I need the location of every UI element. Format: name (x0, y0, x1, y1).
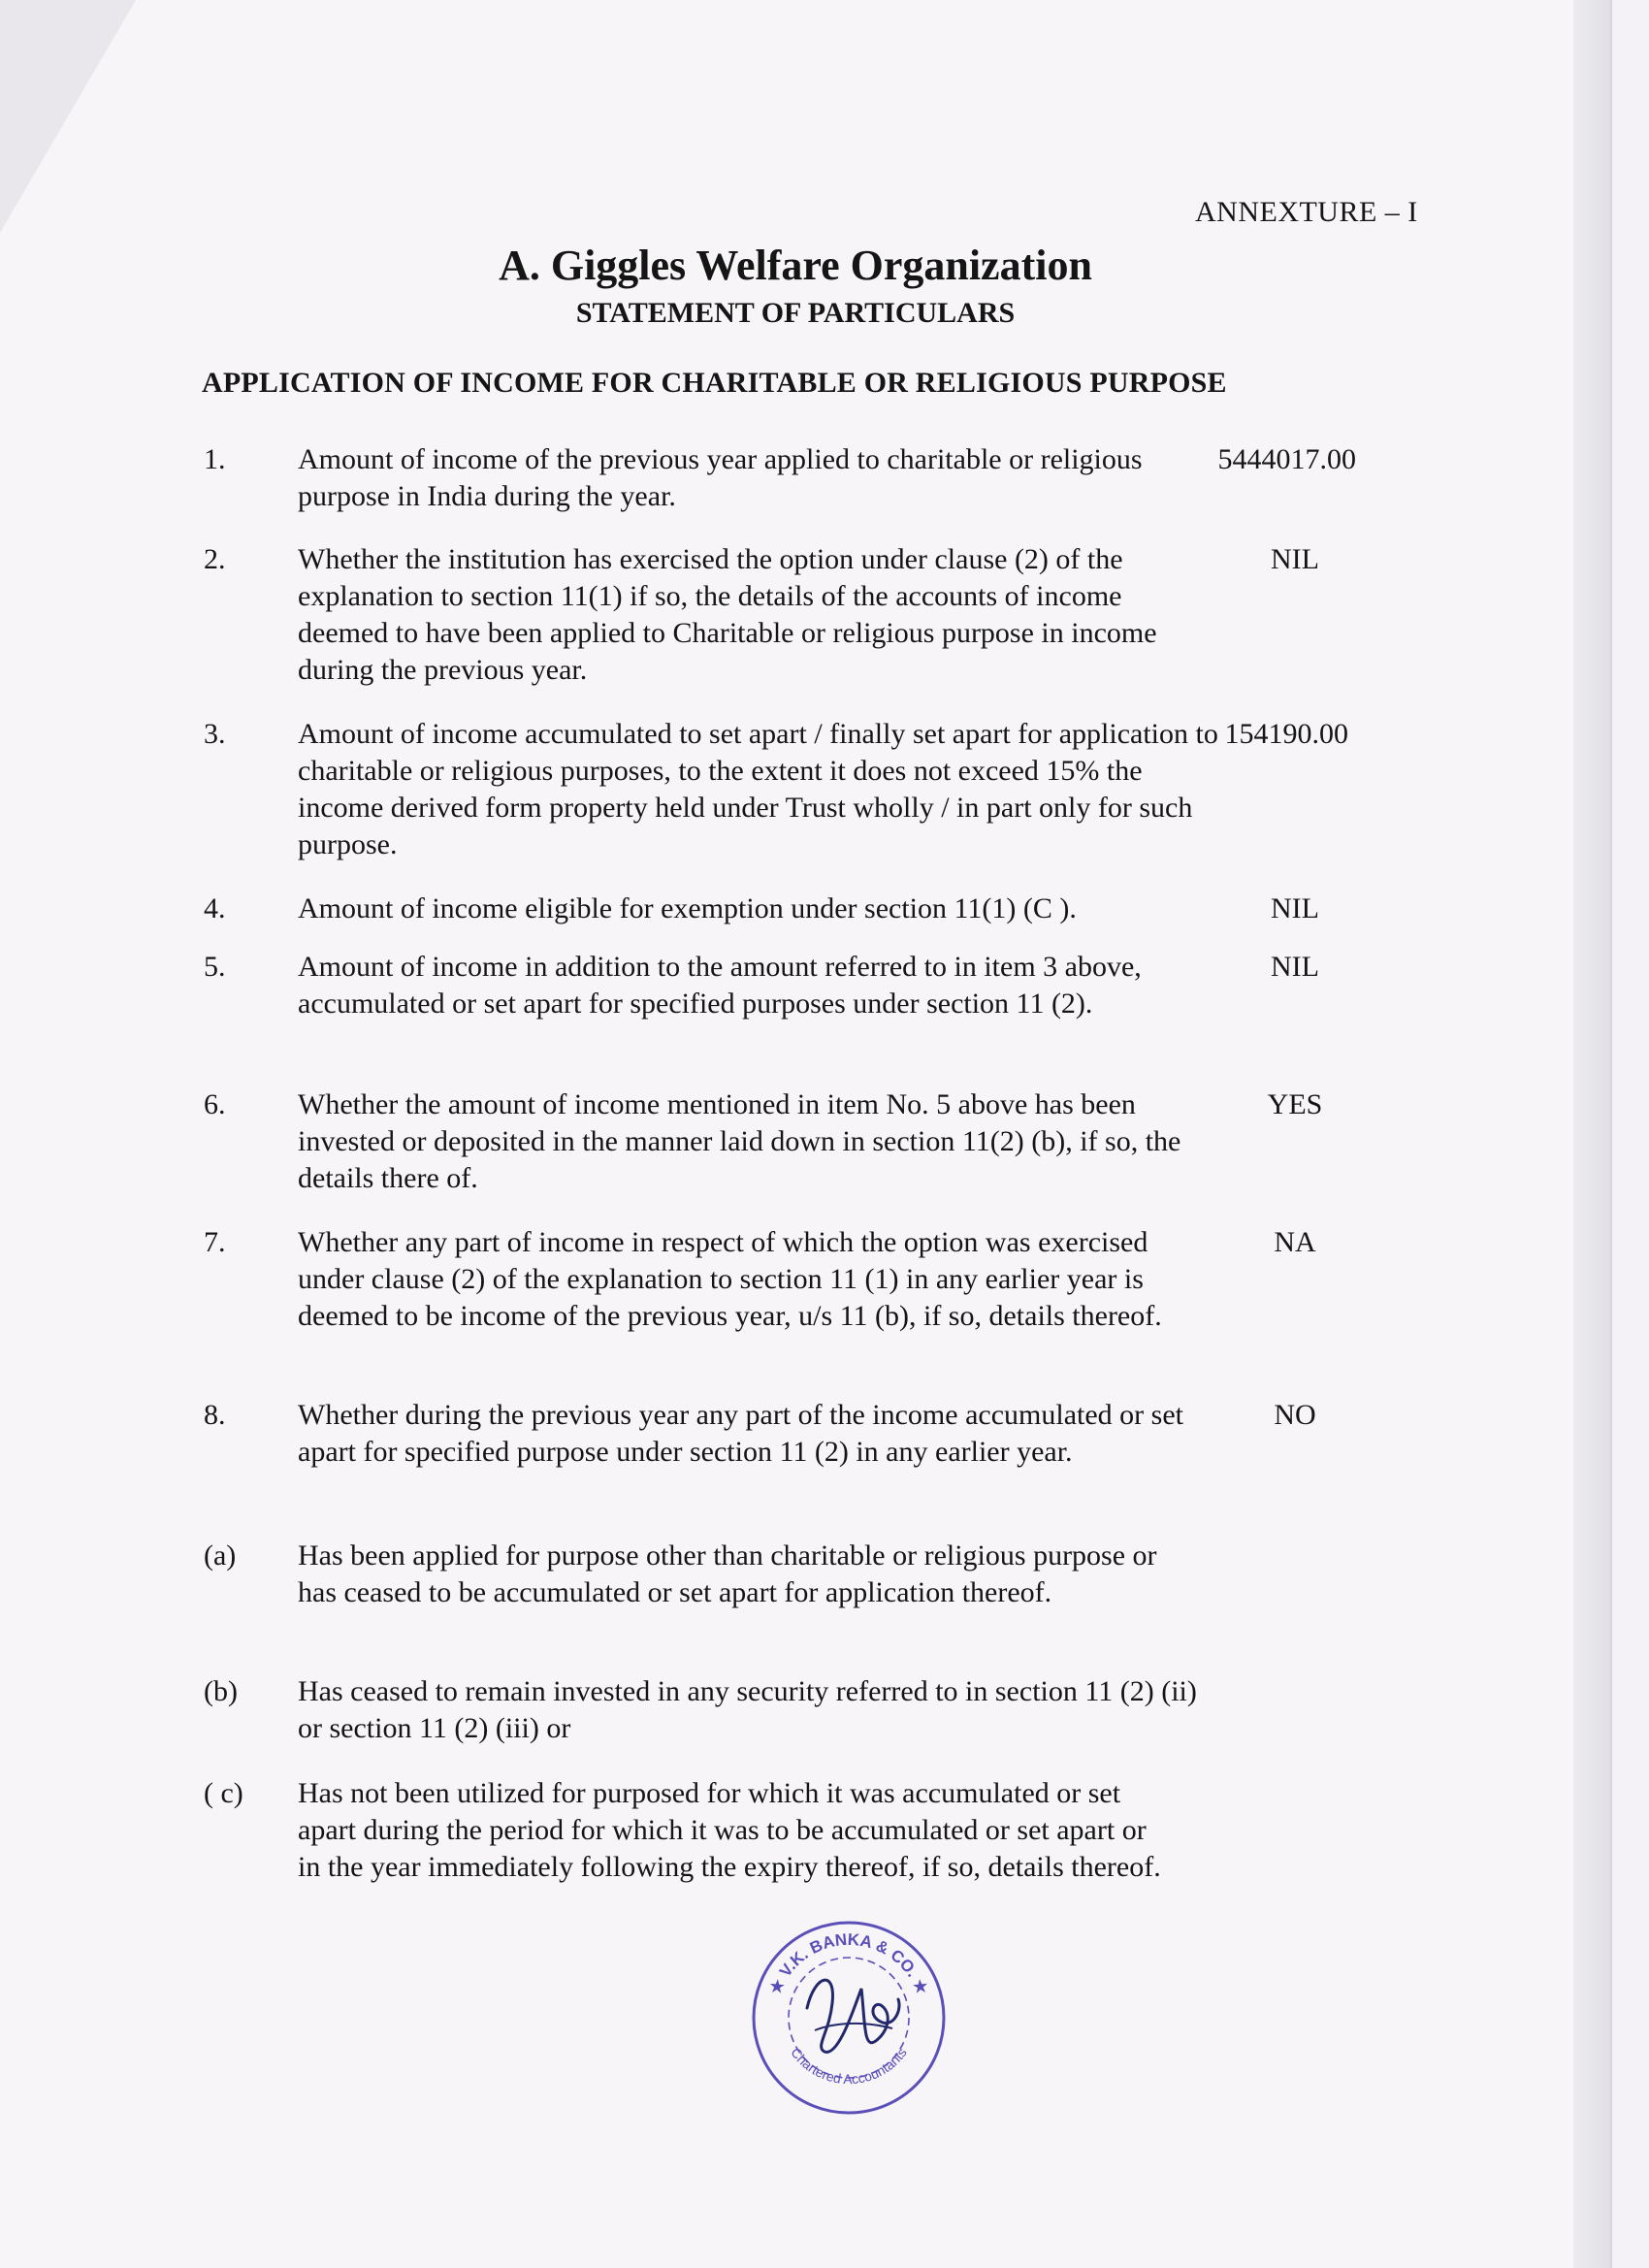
item-number: (b) (204, 1675, 238, 1707)
item-text: Whether the amount of income mentioned in item No. 5 above has been invested or deposited in the manner laid down in section 11(2) (b), if so, the details there of. (298, 1088, 1181, 1194)
item-text: Amount of income accumulated to set apart / finally set apart for application to charitable or religious purposes, to the extent it does not exceed 15% the income derived form property held under Trust wholly / in part only for such purpose. (298, 718, 1218, 860)
stamp-bottom-lettering: Chartered Accountants (788, 2044, 910, 2088)
item-number: 7. (204, 1226, 226, 1258)
statement-title-text: STATEMENT OF PARTICULARS (575, 297, 1016, 329)
item-value: NIL (1271, 951, 1319, 983)
item-text: Whether the institution has exercised the option under clause (2) of the explanation to section 11(1) if so, the details of the accounts of income deemed to have been applied to Charitable or religious purpose in income during the previous year. (298, 543, 1157, 686)
item-value: 154190.00 (1224, 718, 1348, 750)
item-value: NO (1274, 1399, 1316, 1431)
item-number: 6. (204, 1088, 226, 1120)
organization-name: A. Giggles Welfare Organization (499, 242, 1092, 289)
auditor-stamp (747, 1916, 951, 2120)
item-value: NIL (1271, 543, 1319, 575)
item-text: Whether any part of income in respect of which the option was exercised under clause (2) of the explanation to section 11 (1) in any earlier year is deemed to be income of the previous year, u/s 11 (b), if so, details thereof. (298, 1226, 1162, 1332)
item-text: Has not been utilized for purposed for which it was accumulated or set apart during the period for which it was to be accumulated or set apart or in the year immediately following the expiry thereof, if so, details thereof. (298, 1777, 1161, 1883)
item-text: Amount of income eligible for exemption under section 11(1) (C ). (298, 892, 1077, 924)
item-text: Has been applied for purpose other than charitable or religious purpose or has ceased to be accumulated or set apart for application thereof. (298, 1539, 1157, 1608)
page-edge (1573, 0, 1610, 2268)
item-value: YES (1267, 1088, 1323, 1120)
item-number: 8. (204, 1399, 226, 1431)
signature (807, 1980, 899, 2052)
statement-title (0, 297, 1649, 330)
item-number: (a) (204, 1539, 237, 1571)
item-text: Whether during the previous year any part of the income accumulated or set apart for specified purpose under section 11 (2) in any earlier year. (298, 1399, 1183, 1468)
item-value: NA (1274, 1226, 1316, 1258)
item-text: Amount of income in addition to the amount referred to in item 3 above, accumulated or set apart for specified purposes under section 11 (2). (298, 951, 1142, 1020)
item-number: 1. (204, 443, 226, 475)
section-heading: APPLICATION OF INCOME FOR CHARITABLE OR RELIGIOUS PURPOSE (202, 367, 1227, 399)
annexure-label: ANNEXTURE – I (1195, 196, 1418, 228)
stamp-top-lettering: ★ V.K. BANKA & CO. ★ (765, 1929, 932, 1997)
organization-title (0, 241, 1649, 290)
item-text: Has ceased to remain invested in any security referred to in section 11 (2) (ii) or section 11 (2) (iii) or (298, 1675, 1197, 1744)
item-number: 5. (204, 951, 226, 983)
item-text: Amount of income of the previous year applied to charitable or religious purpose in India during the year. (298, 443, 1143, 512)
item-value: NIL (1271, 892, 1319, 924)
item-number: 3. (204, 718, 226, 750)
item-number: ( c) (204, 1777, 243, 1809)
item-number: 2. (204, 543, 226, 575)
item-number: 4. (204, 892, 226, 924)
item-value: 5444017.00 (1217, 443, 1356, 475)
